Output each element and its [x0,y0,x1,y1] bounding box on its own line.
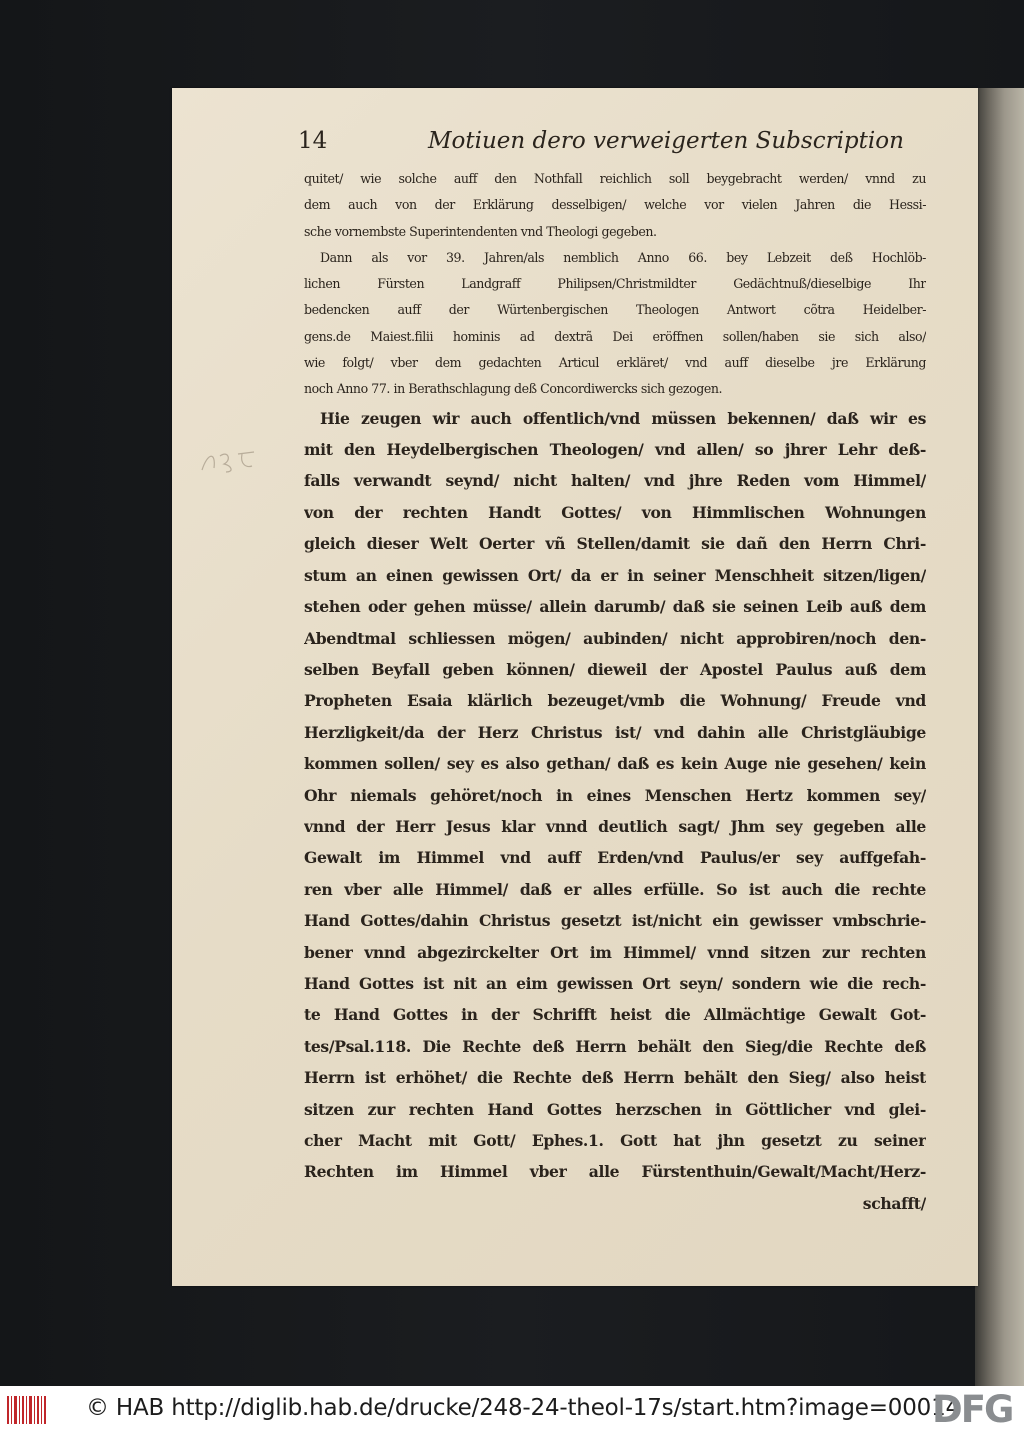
text-line: gleich dieser Welt Oerter vñ Stellen/damit sie dañ den Herrn Chri- [304,534,926,554]
text-line: tes/Psal.118. Die Rechte deß Herrn behält den Sieg/die Rechte deß [304,1036,926,1056]
text-line: Gewalt im Himmel vnd auff Erden/vnd Paulus/er sey auffgefah- [304,848,926,868]
text-line: sche vornembste Superintendenten vnd Theologi gegeben. [304,223,657,239]
dfg-logo: DFG [932,1388,1013,1431]
text-line: Herrn ist erhöhet/ die Rechte deß Herrn behält den Sieg/ also heist [304,1068,926,1088]
text-line: Dann als vor 39. Jahren/als nemblich Anno 66. bey Lebzeit deß Hochlöb- [320,249,926,265]
text-line: falls verwandt seynd/ nicht halten/ vnd jhre Reden vom Himmel/ [304,471,926,491]
text-line: Hand Gottes ist nit an eim gewissen Ort seyn/ sondern wie die rech- [304,973,926,993]
book-page [172,88,978,1286]
page-number: 14 [298,128,328,154]
text-line: Propheten Esaia klärlich bezeuget/vmb die Wohnung/ Freude vnd [304,691,926,711]
text-line: vnnd der Herr Jesus klar vnnd deutlich sagt/ Jhm sey gegeben alle [304,816,926,836]
text-line: ren vber alle Himmel/ daß er alles erfülle. So ist auch die rechte [304,879,926,899]
page-header [298,128,958,168]
text-line: mit den Heydelbergischen Theologen/ vnd allen/ so jhrer Lehr deß- [304,440,926,460]
text-line: te Hand Gottes in der Schrifft heist die Allmächtige Gewalt Got- [304,1005,926,1025]
text-line: Hand Gottes/dahin Christus gesetzt ist/nicht ein gewisser vmbschrie- [304,911,926,931]
text-line: Abendtmal schliessen mögen/ aubinden/ nicht approbiren/noch den- [304,628,926,648]
text-line: bener vnnd abgezirckelter Ort im Himmel/ vnnd sitzen zur rechten [304,942,926,962]
text-line: wie folgt/ vber dem gedachten Articul erkläret/ vnd auff dieselbe jre Erklärung [304,355,926,371]
text-line: dem auch von der Erklärung desselbigen/ welche vor vielen Jahren die Hessi- [304,197,926,213]
text-line: cher Macht mit Gott/ Ephes.1. Gott hat jhn gesetzt zu seiner [304,1131,926,1151]
text-line: stehen oder gehen müsse/ allein darumb/ daß sie seinen Leib auß dem [304,597,926,617]
text-line: bedencken auff der Würtenbergischen Theologen Antwort cõtra Heidelber- [304,302,926,318]
book-edge [975,88,1024,1386]
text-block [304,166,926,1219]
text-line: Hie zeugen wir auch offentlich/vnd müssen bekennen/ daß wir es [320,408,926,428]
running-title: Motiuen dero verweigerten Subscription [428,128,904,154]
footer-bar [0,1386,1024,1434]
text-line: Rechten im Himmel vber alle Fürstenthuin/Gewalt/Macht/Herz- [304,1162,926,1182]
text-line: Herzligkeit/da der Herz Christus ist/ vnd dahin alle Christgläubige [304,722,926,742]
text-line: stum an einen gewissen Ort/ da er in seiner Menschheit sitzen/ligen/ [304,565,926,585]
text-line: Ohr niemals gehöret/noch in eines Menschen Hertz kommen sey/ [304,785,926,805]
barcode-icon [6,1394,46,1426]
text-line: schafft/ [862,1193,926,1213]
handwritten-margin-mark [198,446,258,476]
source-link[interactable]: © HAB http://diglib.hab.de/drucke/248-24-theol-17s/start.htm?image=00014 [86,1395,960,1421]
text-line: gens.de Maiest.filii hominis ad dextrã Dei eröffnen sollen/haben sie sich also/ [304,328,926,344]
text-line: noch Anno 77. in Berathschlagung deß Concordiwercks sich gezogen. [304,381,723,397]
text-line: lichen Fürsten Landgraff Philipsen/Christmildter Gedächtnuß/dieselbige Ihr [304,276,926,292]
text-line: sitzen zur rechten Hand Gottes herzschen in Göttlicher vnd glei- [304,1099,926,1119]
text-line: von der rechten Handt Gottes/ von Himmlischen Wohnungen [304,502,926,522]
text-line: selben Beyfall geben können/ dieweil der Apostel Paulus auß dem [304,659,926,679]
text-line: kommen sollen/ sey es also gethan/ daß es kein Auge nie gesehen/ kein [304,754,926,774]
text-line: quitet/ wie solche auff den Nothfall reichlich soll beygebracht werden/ vnnd zu [304,171,926,186]
